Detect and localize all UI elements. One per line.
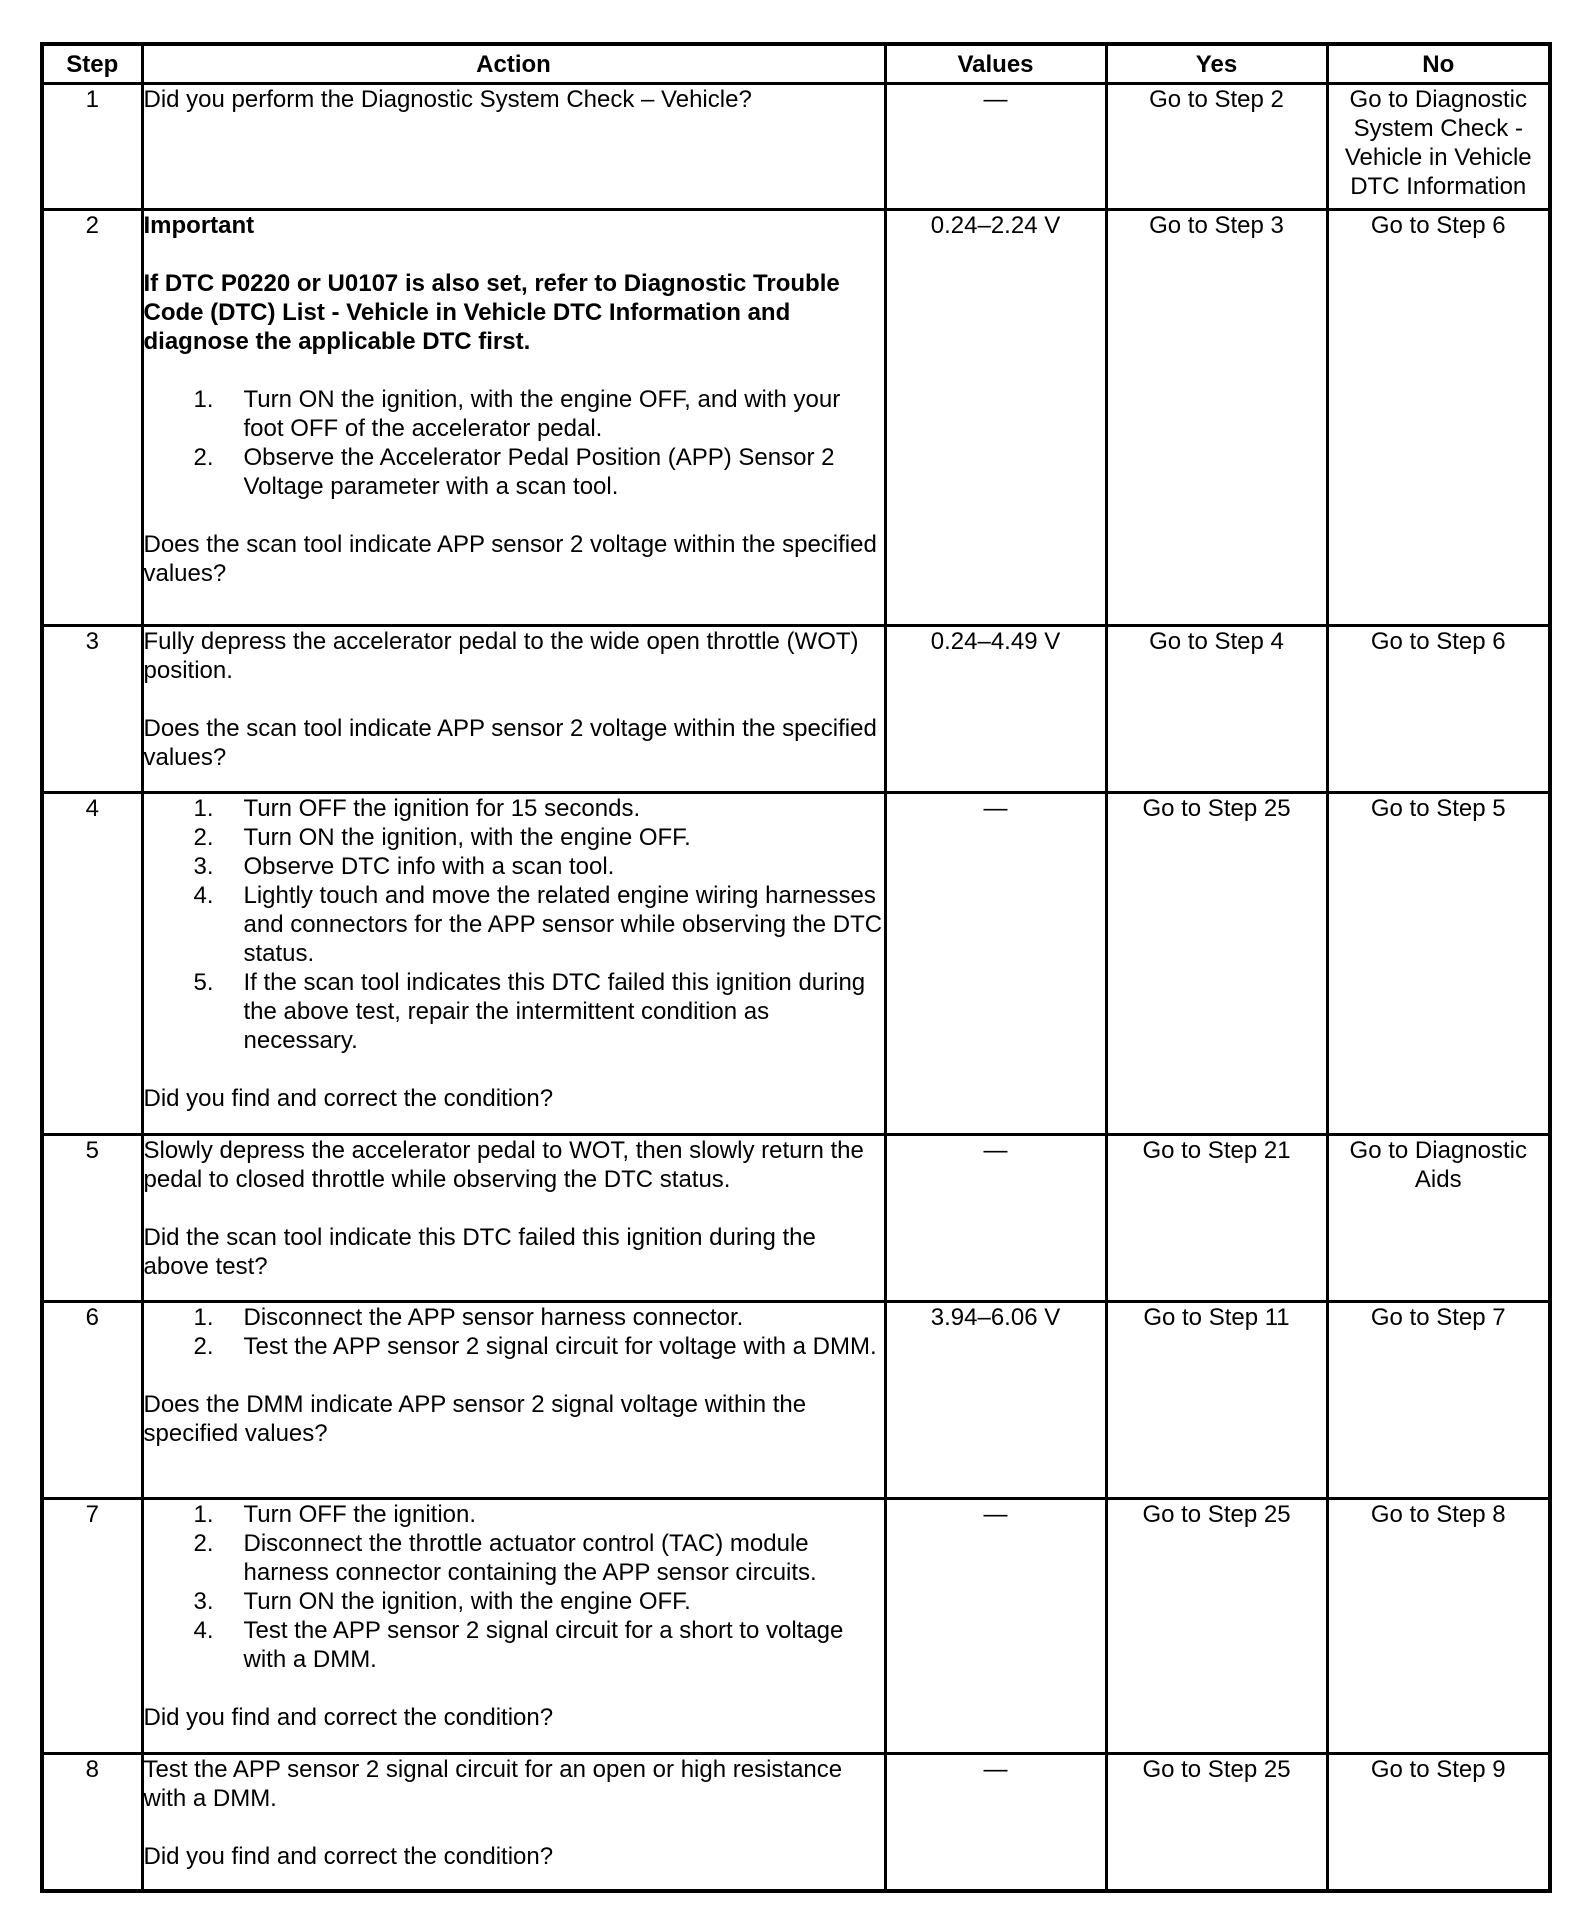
action-cell [142,626,885,793]
values-cell: — [885,84,1106,210]
list-item: 1. Turn ON the ignition, with the engine OFF, and with your foot OFF of the accelerator pedal. [193,386,841,443]
no-cell: Go to Diagnostic Aids [1327,1134,1550,1301]
diagnostic-table [40,42,1552,1893]
yes-cell: Go to Step 11 [1106,1301,1327,1498]
step-number: 5 [42,1134,142,1301]
action-cell [142,1134,885,1301]
header-no: No [1327,44,1550,84]
header-row [42,44,1550,84]
table-row [42,1301,1550,1498]
list-item: 4. Lightly touch and move the related engine wiring harnesses and connectors for the APP sensor while observing the DTC status. [193,882,883,968]
yes-cell: Go to Step 25 [1106,1753,1327,1891]
step-number: 4 [42,793,142,1134]
yes-cell: Go to Step 25 [1106,793,1327,1134]
no-cell: Go to Step 7 [1327,1301,1550,1498]
yes-cell: Go to Step 2 [1106,84,1327,210]
list-item: 1. Turn OFF the ignition. [193,1500,477,1528]
procedure-list [144,1500,884,1674]
action-text: Test the APP sensor 2 signal circuit for an open or high resistance with a DMM. [143,1755,843,1812]
table-row [42,210,1550,626]
procedure-list [144,794,884,1055]
no-cell: Go to Diagnostic System Check - Vehicle in Vehicle DTC Information [1327,84,1550,210]
no-cell: Go to Step 6 [1327,210,1550,626]
values-cell: 3.94–6.06 V [885,1301,1106,1498]
header-values: Values [885,44,1106,84]
list-item: 1. Disconnect the APP sensor harness connector. [193,1303,744,1331]
list-item: 2. Test the APP sensor 2 signal circuit for voltage with a DMM. [193,1332,877,1360]
yes-cell: Go to Step 21 [1106,1134,1327,1301]
list-item: 1. Turn OFF the ignition for 15 seconds. [193,795,641,823]
question-text: Did the scan tool indicate this DTC failed this ignition during the above test? [143,1223,816,1280]
action-cell [142,84,885,210]
step-number: 8 [42,1753,142,1891]
question-text: Did you find and correct the condition? [143,1085,554,1113]
table-row [42,84,1550,210]
important-label: Important [143,212,255,240]
question-text: Does the scan tool indicate APP sensor 2 voltage within the specified values? [143,531,877,588]
values-cell: 0.24–2.24 V [885,210,1106,626]
step-number: 6 [42,1301,142,1498]
step-number: 1 [42,84,142,210]
header-step: Step [42,44,142,84]
procedure-list [144,1303,884,1361]
step-number: 7 [42,1498,142,1753]
yes-cell: Go to Step 3 [1106,210,1327,626]
action-cell [142,793,885,1134]
table-row [42,1753,1550,1891]
yes-cell: Go to Step 4 [1106,626,1327,793]
values-cell: — [885,793,1106,1134]
values-cell: — [885,1134,1106,1301]
action-text: Fully depress the accelerator pedal to the wide open throttle (WOT) position. [143,628,859,685]
list-item: 5. If the scan tool indicates this DTC failed this ignition during the above test, repair the intermittent condition as necessary. [193,969,866,1055]
no-cell: Go to Step 5 [1327,793,1550,1134]
no-cell: Go to Step 8 [1327,1498,1550,1753]
table-row [42,793,1550,1134]
action-text: Did you perform the Diagnostic System Check – Vehicle? [143,86,752,113]
list-item: 2. Disconnect the throttle actuator control (TAC) module harness connector containing the APP sensor circuits. [193,1529,817,1586]
action-cell [142,210,885,626]
no-cell: Go to Step 6 [1327,626,1550,793]
list-item: 4. Test the APP sensor 2 signal circuit for a short to voltage with a DMM. [193,1616,844,1673]
action-text: Slowly depress the accelerator pedal to WOT, then slowly return the pedal to closed throttle while observing the DTC status. [143,1136,864,1193]
step-number: 2 [42,210,142,626]
action-cell [142,1301,885,1498]
question-text: Did you find and correct the condition? [143,1703,554,1731]
list-item: 2. Observe the Accelerator Pedal Position (APP) Sensor 2 Voltage parameter with a scan tool. [193,444,835,501]
question-text: Does the scan tool indicate APP sensor 2 voltage within the specified values? [143,715,877,772]
list-item: 3. Turn ON the ignition, with the engine OFF. [193,1587,691,1615]
question-text: Does the DMM indicate APP sensor 2 signal voltage within the specified values? [143,1390,807,1447]
action-cell [142,1753,885,1891]
no-cell: Go to Step 9 [1327,1753,1550,1891]
table-row [42,1134,1550,1301]
yes-cell: Go to Step 25 [1106,1498,1327,1753]
header-action: Action [142,44,885,84]
list-item: 2. Turn ON the ignition, with the engine OFF. [193,824,691,852]
table-row [42,626,1550,793]
header-yes: Yes [1106,44,1327,84]
values-cell: — [885,1498,1106,1753]
procedure-list [144,385,884,501]
action-cell [142,1498,885,1753]
list-item: 3. Observe DTC info with a scan tool. [193,853,615,881]
values-cell: 0.24–4.49 V [885,626,1106,793]
question-text: Did you find and correct the condition? [143,1842,554,1870]
table-row [42,1498,1550,1753]
important-note: If DTC P0220 or U0107 is also set, refer to Diagnostic Trouble Code (DTC) List - Vehicle in Vehicle DTC Information and diagnose the applicable DTC first. [143,270,840,356]
step-number: 3 [42,626,142,793]
values-cell: — [885,1753,1106,1891]
